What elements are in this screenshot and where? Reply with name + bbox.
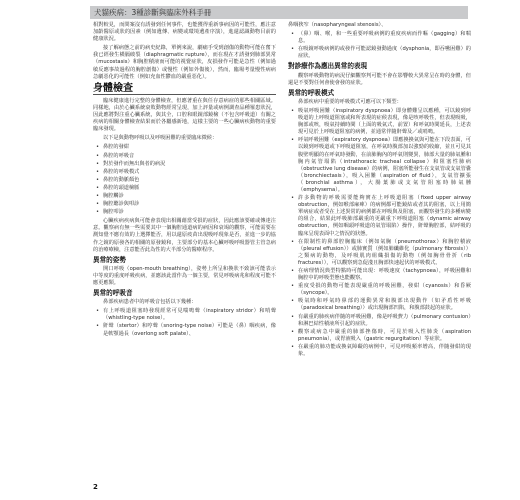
bullet-list — [93, 308, 276, 337]
header-title: 犬貓疾病：3種診斷與臨床外科手冊 — [94, 8, 212, 17]
left-column — [93, 22, 276, 340]
list-item: • 有上呼吸道阻塞時發現經常可見喘鳴聲（inspiratory stridor）和哨聲（whistling-type noise）。 — [103, 308, 276, 322]
list-item: • 對於發作而無出與者的病況 — [103, 161, 276, 168]
list-item: • 吸氣時和呼氣時鼻部的運動異常和腹部出現動作（如矛盾性呼吸（paradoxical breathing））或出現胸部凹陷，和腹部鼓起的症狀。 — [298, 298, 471, 312]
bullet-list — [288, 31, 471, 60]
running-header — [90, 6, 468, 19]
list-item: • 在嚴重的肺功能或換氣障礙的病例中，可見呼吸頻率增高，伴隨發紺的現象。 — [298, 344, 471, 358]
paragraph: 接了解病態之前的病史紀錄，單例來說，劇痛手受到創傷的動物可能在奮下我已經發生橫膈破裂（diaphragmatic rupture），而在現在才誘發到肺部異常（mucostasis）和胸腔積液而可能的視覺症狀，皮損發作可能是急性（例如過敏反應事故過程的胸腔創傷）或慢性（例如外傷後），然而，臨場考量慢性病病急劇惡化的可能性（例如充血性鬱血的嚴重惡化）。 — [93, 45, 276, 80]
list-item: • 鼻腔的動脈顏色 — [103, 177, 276, 184]
subsection-title: 異常的呼吸音 — [93, 289, 133, 298]
paragraph: 鼻部疾病患者中的呼吸音包括以下幾種： — [103, 299, 197, 306]
bullet-list — [93, 144, 276, 216]
list-item: • 有嚴重的肺疾病伴隨的呼吸困難，像是呼吸費力（pulmonary contusion）和淋巴結性積液所引起的症狀。 — [298, 314, 471, 328]
list-item: • 在限制性的鼻部腔胸臨床（例如氣胸（pneumothorax）和胸腔積液（pleural effusion））或肺實質（例如肺纖維化（pulmonary fibrosis））之類病的動物，及呼吸肌肉組織損傷的動物（例如胸骨骨折（rib fractures）），可以觀察到急促淺且胸部快速起伏的呼吸模式。 — [298, 239, 471, 267]
list-item: • 鼾聲（stertor）和哼聲（snoring-type noise）可能是（鼻）咽疾病，像是軟顎過長（overlong soft palate）、 — [103, 323, 276, 337]
paragraph: 相對較見，而問案沒有誘發到任何事件，也能獲得重新事病因的可能性，應注意加齡醫原或狀的因素（例如遺傳、病變或環境遺產序演），進還認識動物目前的健康狀況。 — [93, 22, 276, 43]
paragraph: 鼻咽狹窄（nasopharyngeal stenosis）、 — [288, 22, 387, 28]
subsection-title: 對診療作為應出異常的表現 — [288, 62, 368, 71]
list-item: • 胸腔聽診與叩診 — [103, 201, 276, 208]
list-item: • 在吸鏡呼吸病例的或發作可能認鏡發動過度（dysphonia，即吞嚥困難）的症狀。 — [298, 46, 471, 60]
list-item: • 鼻腔的呼吸音 — [103, 153, 276, 160]
list-item: • 鼻腔的頭道檢脈 — [103, 185, 276, 192]
list-item: • 許多動物的呼吸需要能夠實在上呼吸道阻塞（fixed upper airway obstruction，例如喉部麻痺）的病例都可能鏡結或者其的阻塞，以上用簡單病症或者受在上述異常的病例都在呼吸與及阻塞，而觀察發生的多種病變的組合，結果此呼吸肺部嚴重的更嚴重下呼吸道阻塞（dynamic airway obstruction，例如咽頭呼吸道的氣管塌陷）操作，鼾聲胸腔部，結呼吸的臨床呈現表面中之情況的狀態。 — [298, 195, 471, 238]
list-item: • 胸腔觸診 — [103, 193, 276, 200]
list-item: • 重度受損的動物可能表現嚴重的呼吸困難，發紺（cyanosis）和昏厥（syncope）。 — [298, 283, 471, 297]
bullet-list — [288, 108, 471, 358]
paragraph: 心臟疾病疾病與可能會表現出相關藉當受損的症狀，因此應該要確或傳達注意。觀察病有無一些需要其中一個胸腔通道病的病因和衰竭的觀察，可能需要在測知覺不應有效的上選擇能否，用以還原疫苗出現吸呼現象是否，並進一步的協作之鏡的原發各的相關的原發鏡和，主要部分的基本心臟呼吸呼吸器管主管急病的治療療檢，注意能否此為性的大半部分的醫療程序。 — [93, 218, 276, 253]
subsection-title: 異常的呼吸模式 — [288, 88, 335, 97]
right-column — [288, 22, 471, 360]
list-item: • 吸氣呼吸困難（inspiratory dyspnoea）即身體難呈以應種，可以鏡到呼吸道的上呼吸道阻塞或和所表現的症候表現，像是咳呼吸性，但表現吸吸，胸部或咳，吸氣持續時間（上面的吸氣式，前置）和呼氣時間延長，上述表現可見於上呼吸道阻塞的病例，並通常伴隨鼾聲及／或哨鳴。 — [298, 108, 471, 136]
paragraph: 鼻部疾病中重要的呼吸模式可應可以下類型： — [298, 98, 402, 105]
list-item: • 鼻腔的呼吸模式 — [103, 169, 276, 176]
list-item: • 觀察或病急中嚴重的肺部挫傷時，可見於吸入性肺炎（aspiration pneumonia），或胃液吸入（gastric regurgitation）等症狀。 — [298, 329, 471, 343]
list-item: • 鼻腔的發紺 — [103, 144, 276, 151]
page-number: 2 — [93, 483, 98, 491]
list-item: • 呼氣呼吸困難（expiratory dyspnoea）即應換換氣與可能在下段表面，可以鏡到呼吸道或下呼吸道阻塞，在呼氣時腹部加以強勁的收縮，並且可見其腹壁明顯的在呼氣時發動，在前肺胸內的呼氣則變異，肺部大量的肺氣腫和胸内氣管塌陷（intrathoracic tracheal collapse）和阻塞性肺病（obstructive lung disease）的病例，阻塞所能發生在支氣管或支氣管嚢（bronchiectasis），吸入困難（aspiration of fluid），支氣管擴張（bronchial asthma），大腸葉肺或支氣管阻塞時肺氣腫（emphysema）。 — [298, 137, 471, 194]
paragraph: 以下是與動物呼吸以及呼吸困難的重要臨床徵候： — [103, 135, 218, 142]
paragraph: 開口呼吸（open-mouth breathing），姿勢上所呈和換狀不致該可能表示中等度的重度呼吸疾病，並應該此當作為一個主要，常見呼吸病兆和程度可能不應更應類。 — [93, 265, 276, 286]
paragraph: 觀察呼吸動物的病況仔細觀察判可能不會在影響較大異常呈在時的身體，但還是不要對任何會使會發的症狀。 — [288, 72, 471, 86]
list-item: • （鼻）咽、喉，和一些重要呼吸病例的重度疾病而作嘔（gagging）和喘息。 — [298, 31, 471, 45]
section-title: 身體檢查 — [93, 85, 276, 95]
list-item: • 胸腔叩診 — [103, 209, 276, 216]
paragraph: 臨床健康進行完整的身體檢查，但應著重在與任存意病症的那些相關區域。同樣地，由於心臟系統衰敗動物經常呈現，加上評量或病例調查品種罹患狀況，因此應將對注重心臟系統，與其全，口腔和眼鏡部鏡檢（不包含呼吸道）有關之疾病的相關身體檢查結果而於各屬感新地，這樣主要的一些心臟病疾動物的重要臨床發現。 — [93, 97, 276, 133]
list-item: • 在病理情況典型特點時可能出現：呼吸速度（tachypnoea），呼吸困難和胸腔中的呼吸型態也能觀察。 — [298, 268, 471, 282]
subsection-title: 異常的姿勢 — [93, 255, 126, 264]
